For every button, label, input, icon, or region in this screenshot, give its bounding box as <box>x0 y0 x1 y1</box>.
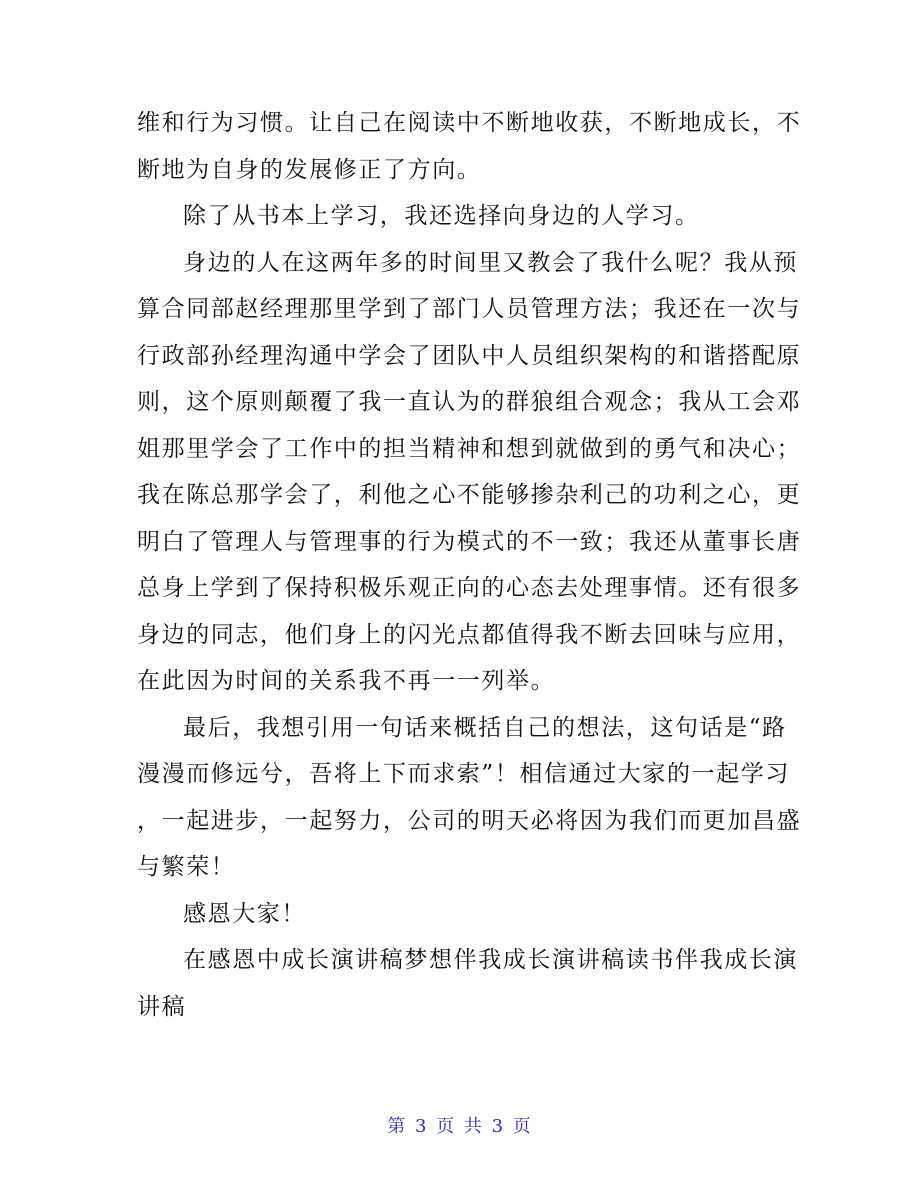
text-line: 身边的同志，他们身上的闪光点都值得我不断去回味与应用， <box>137 621 802 648</box>
document-body <box>137 100 802 1030</box>
text-line: 总身上学到了保持积极乐观正向的心态去处理事情。还有很多 <box>137 575 802 601</box>
text-line: 在感恩中成长演讲稿梦想伴我成长演讲稿读书伴我成长演 <box>183 947 798 973</box>
text-line: 维和行为习惯。让自己在阅读中不断地收获，不断地成长，不 <box>137 110 802 136</box>
text-line: 与繁荣！ <box>137 854 236 880</box>
text-line: 姐那里学会了工作中的担当精神和想到就做到的勇气和决心； <box>137 435 802 462</box>
page-footer: 第 3 页 共 3 页 <box>387 1116 533 1137</box>
text-line: 行政部孙经理沟通中学会了团队中人员组织架构的和谐搭配原 <box>137 342 802 369</box>
text-line: ，一起进步，一起努力，公司的明天必将因为我们而更加昌盛 <box>137 807 802 834</box>
text-line: 我在陈总那学会了，利他之心不能够掺杂利己的功利之心，更 <box>137 482 802 508</box>
text-line: 身边的人在这两年多的时间里又教会了我什么呢？我从预 <box>183 249 798 276</box>
text-line: 除了从书本上学习，我还选择向身边的人学习。 <box>183 203 700 229</box>
text-line: 算合同部赵经理那里学到了部门人员管理方法；我还在一次与 <box>137 296 802 322</box>
text-line: 则，这个原则颠覆了我一直认为的群狼组合观念；我从工会邓 <box>137 389 802 415</box>
text-line: 在此因为时间的关系我不再一一列举。 <box>137 668 556 694</box>
text-line: 断地为自身的发展修正了方向。 <box>137 156 482 183</box>
text-line: 明白了管理人与管理事的行为模式的不一致；我还从董事长唐 <box>137 528 802 555</box>
text-line: 讲稿 <box>137 993 187 1020</box>
text-line: 最后，我想引用一句话来概括自己的想法，这句话是“路 <box>183 714 787 741</box>
text-line: 感恩大家！ <box>183 900 306 927</box>
text-line: 漫漫而修远兮，吾将上下而求索”！相信通过大家的一起学习 <box>137 761 790 787</box>
